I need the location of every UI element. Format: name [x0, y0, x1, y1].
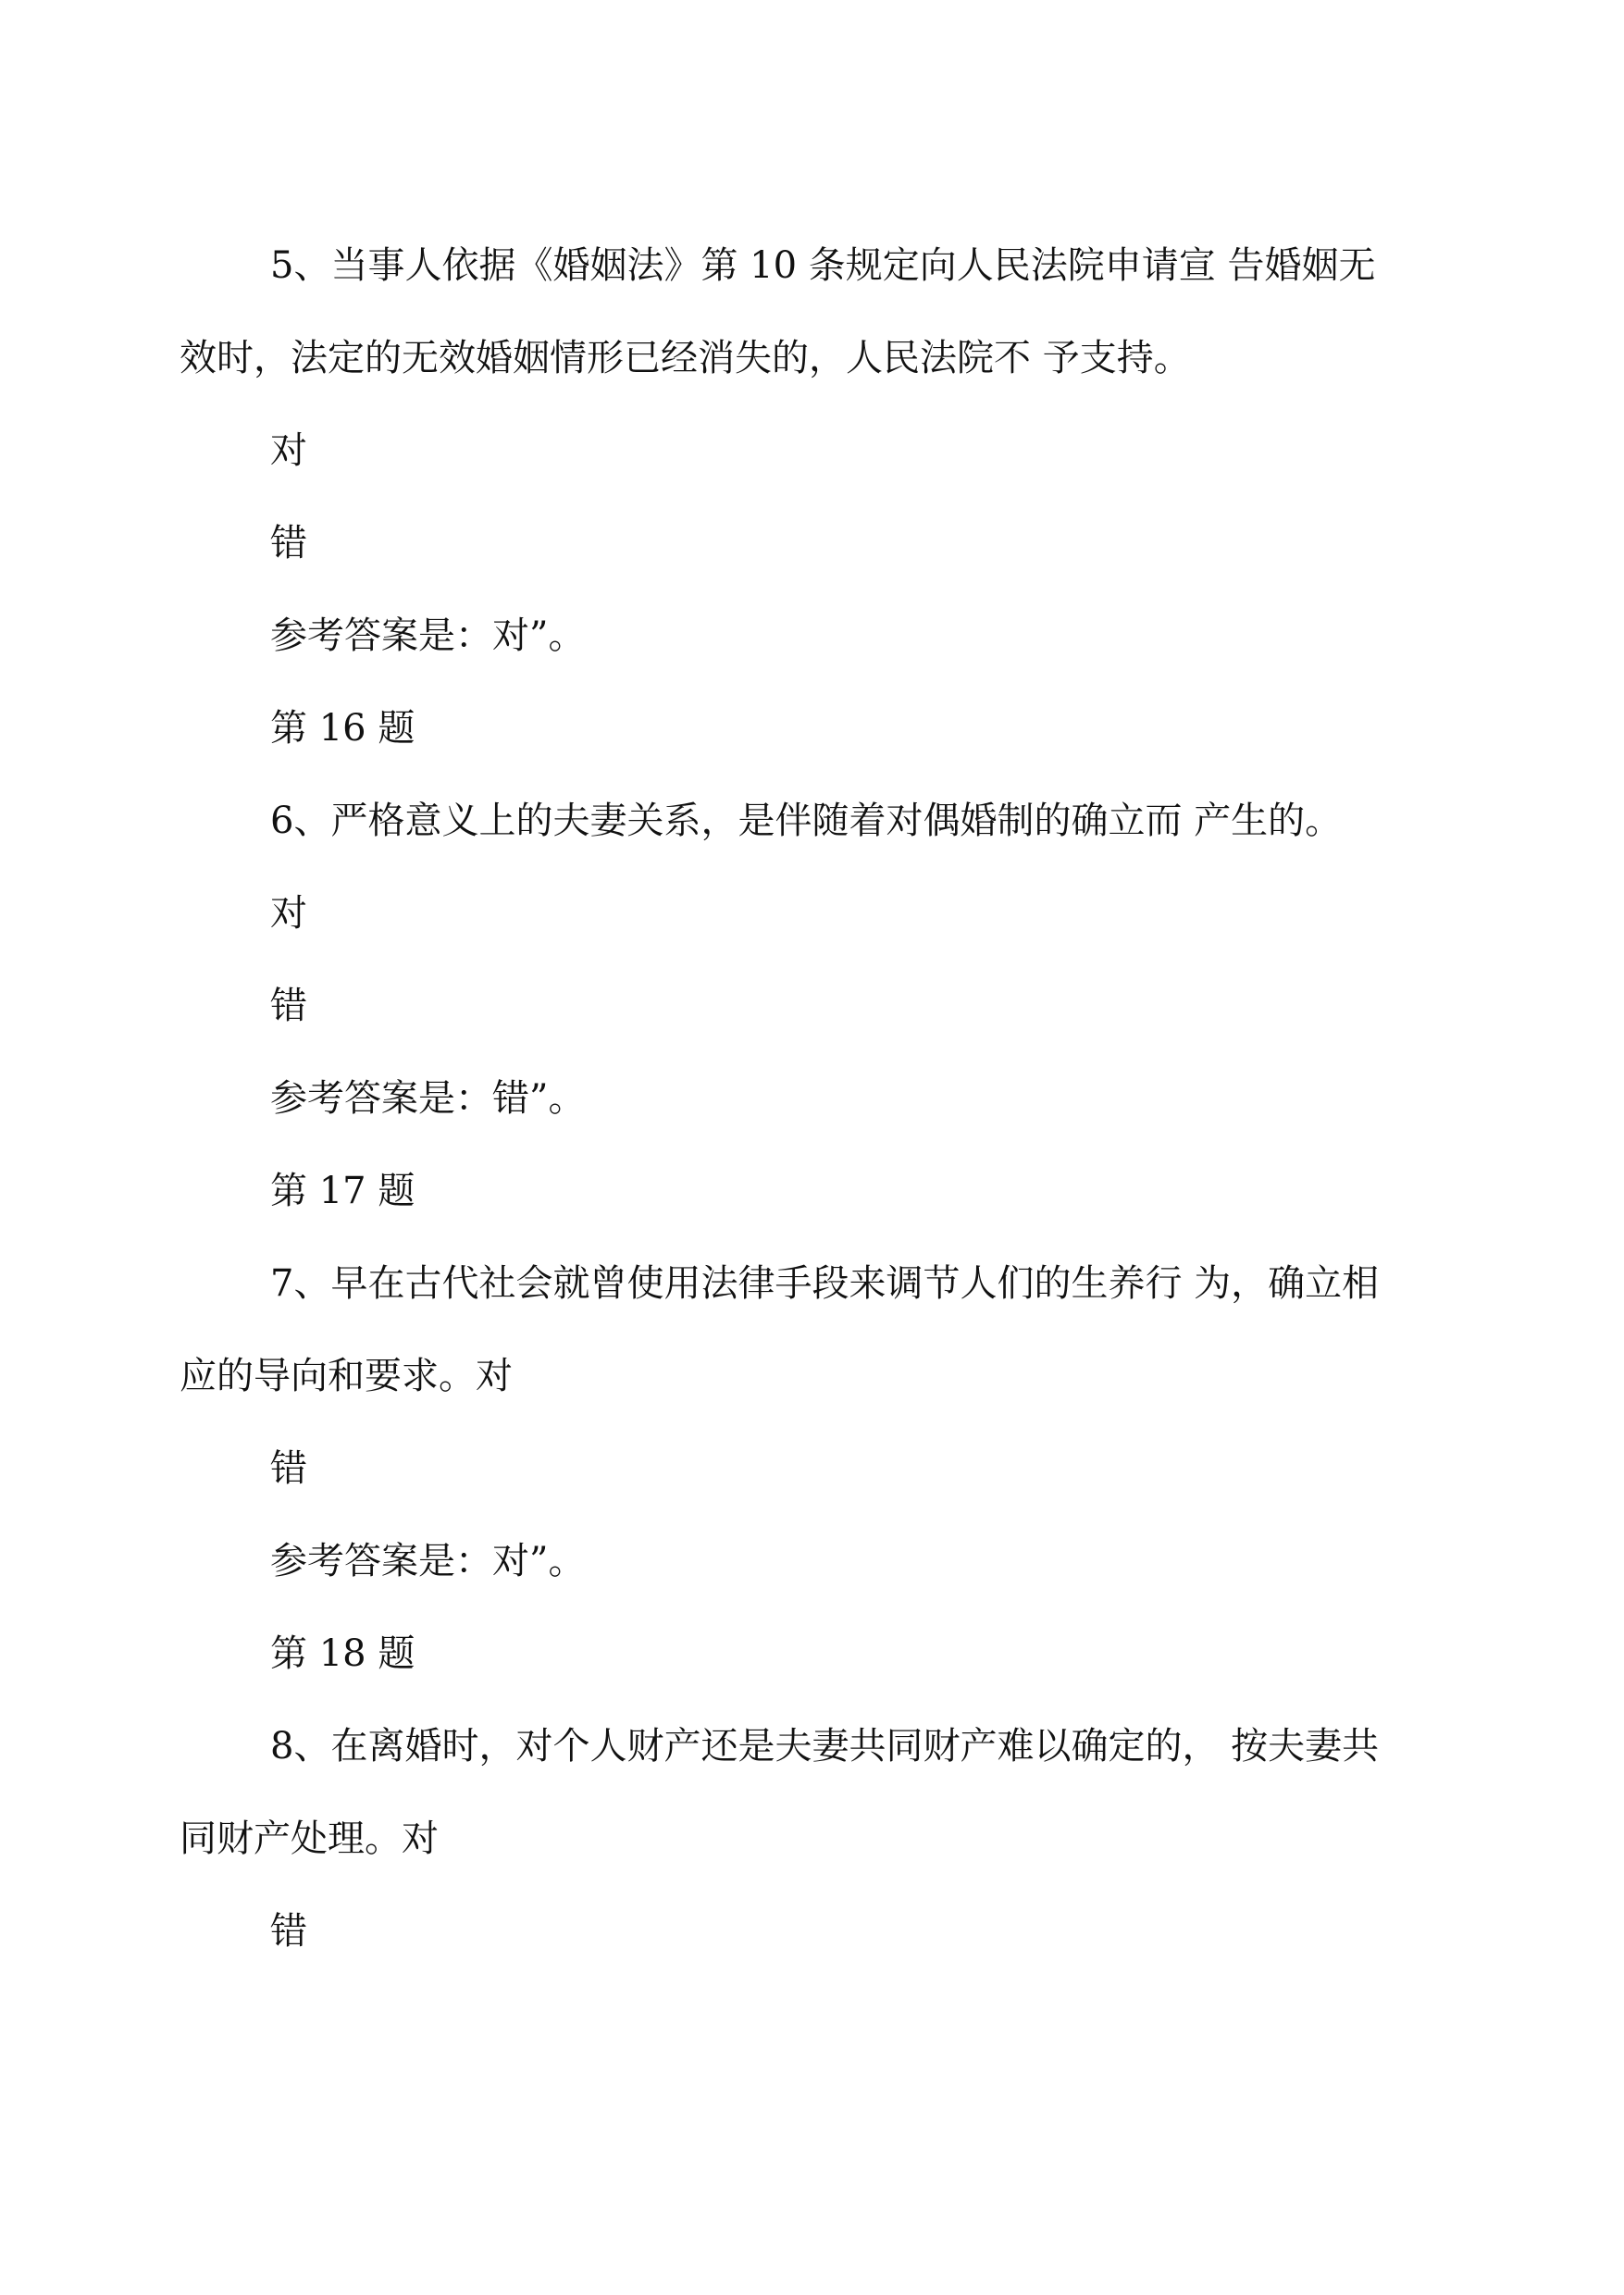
question-7-option-false: 错 [270, 1447, 307, 1490]
question-5-answer: 参考答案是：对”。 [270, 614, 586, 657]
question-5-option-false: 错 [270, 522, 307, 564]
question-7-text-line-2: 应的导向和要求。对 [180, 1355, 513, 1397]
question-6-option-false: 错 [270, 985, 307, 1027]
question-16-heading: 第 16 题 [270, 707, 415, 750]
question-8-text-line-1: 8、在离婚时，对个人财产还是夫妻共同财产难以确定的， 按夫妻共 [270, 1725, 1380, 1768]
question-6-answer: 参考答案是：错”。 [270, 1077, 586, 1120]
question-7-text-line-1: 7、早在古代社会就曾使用法律手段来调节人们的生养行 为，确立相 [270, 1262, 1380, 1305]
question-8-option-false: 错 [270, 1910, 307, 1953]
question-5-text-line-2: 效时，法定的无效婚姻情形已经消失的，人民法院不 予支持。 [180, 337, 1191, 379]
question-7-answer: 参考答案是：对”。 [270, 1540, 586, 1582]
question-5-option-true: 对 [270, 429, 307, 472]
question-8-text-line-2: 同财产处理。对 [180, 1817, 439, 1860]
question-17-heading: 第 17 题 [270, 1170, 415, 1212]
question-6-option-true: 对 [270, 892, 307, 935]
question-18-heading: 第 18 题 [270, 1632, 415, 1675]
question-5-text-line-1: 5、当事人依据《婚姻法》第 10 条规定向人民法院申请宣 告婚姻无 [270, 244, 1376, 287]
question-6-text: 6、严格意义上的夫妻关系，是伴随着对偶婚制的确立而 产生的。 [270, 800, 1343, 842]
